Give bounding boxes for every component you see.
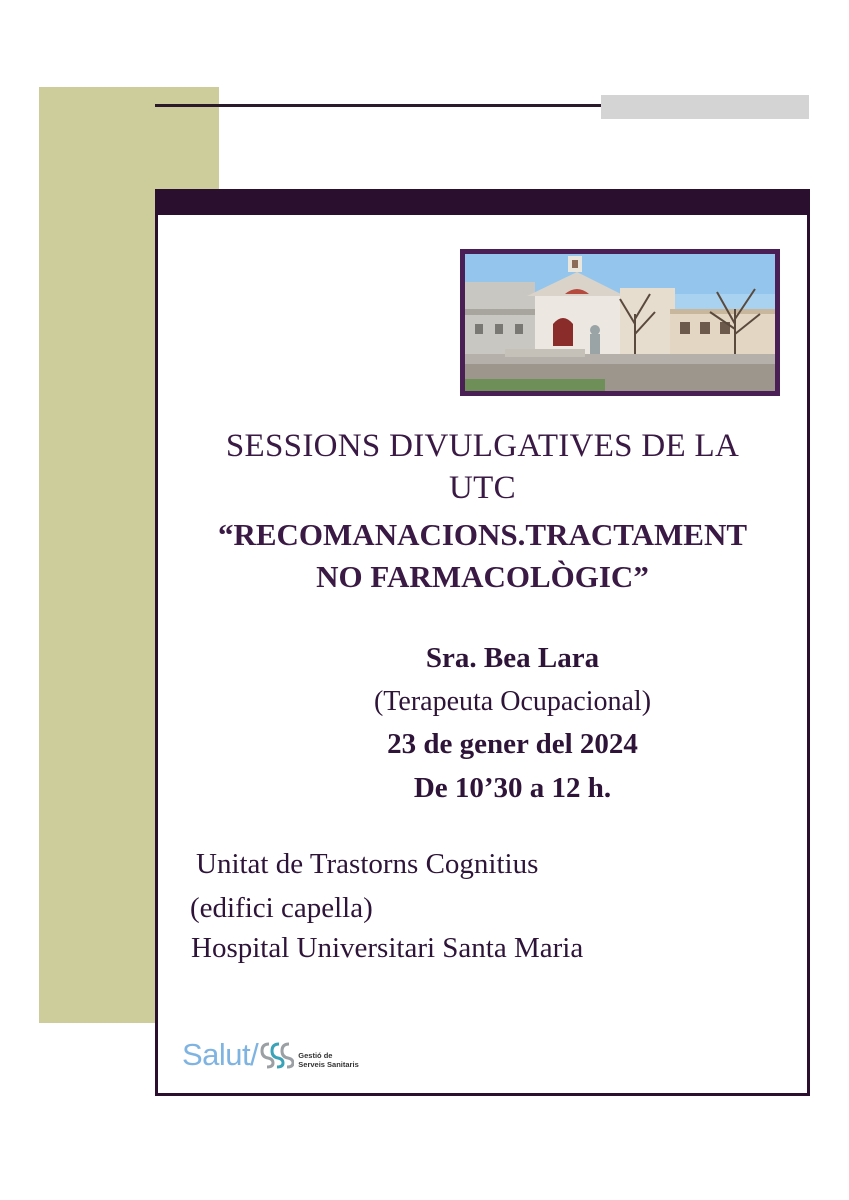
gss-org-name <box>298 1051 358 1069</box>
chapel-building-image <box>465 254 775 391</box>
gss-org-line-1: Gestió de <box>298 1051 333 1060</box>
gray-decor-bar <box>601 95 809 119</box>
event-date: 23 de gener del 2024 <box>387 728 638 760</box>
event-title <box>158 425 807 509</box>
salut-logo <box>182 1035 359 1075</box>
speaker-role: (Terapeuta Ocupacional) <box>373 686 652 717</box>
subtitle-line-1: “RECOMANACIONS.TRACTAMENT <box>217 517 748 552</box>
gss-org-line-2: Serveis Sanitaris <box>298 1060 359 1069</box>
location-line-2: (edifici capella) <box>190 892 373 924</box>
location-line-1: Unitat de Trastorns Cognitius <box>196 848 539 880</box>
subtitle-line-2: NO FARMACOLÒGIC” <box>316 559 649 594</box>
title-line-2: UTC <box>449 470 516 506</box>
speaker-name: Sra. Bea Lara <box>425 642 600 674</box>
salut-wordmark: Salut/ <box>182 1037 259 1072</box>
card-header-bar <box>158 192 807 215</box>
location-line-3: Hospital Universitari Santa Maria <box>191 932 584 964</box>
event-time: De 10’30 a 12 h. <box>413 772 612 804</box>
gss-logo-icon <box>260 1040 294 1070</box>
chapel-photo <box>460 249 780 396</box>
event-subtitle <box>158 514 807 598</box>
poster-card <box>155 189 810 1096</box>
title-line-1: SESSIONS DIVULGATIVES DE LA <box>225 428 740 464</box>
